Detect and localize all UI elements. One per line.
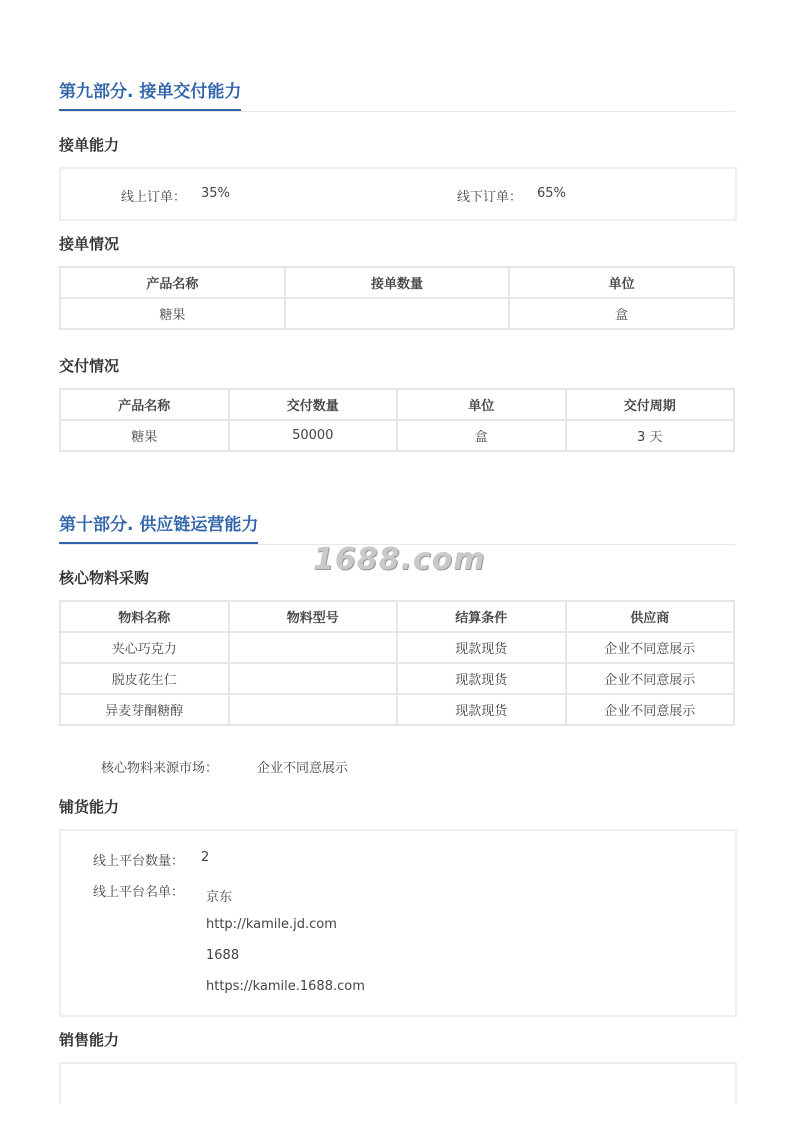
table-cell: 脱皮花生仁 bbox=[60, 663, 229, 694]
platform-url-link[interactable]: http://kamile.jd.com bbox=[206, 917, 337, 932]
sales-box bbox=[59, 1062, 737, 1104]
core-materials-table bbox=[59, 600, 735, 726]
table-cell: 现款现货 bbox=[397, 694, 566, 725]
column-header: 单位 bbox=[509, 267, 734, 298]
subtitle-order-status: 接单情况 bbox=[59, 235, 120, 253]
material-source-label: 核心物料来源市场： bbox=[101, 761, 219, 776]
table-cell: 糖果 bbox=[60, 298, 285, 329]
section-title-part9: 第九部分. 接单交付能力 bbox=[59, 81, 241, 111]
table-row bbox=[60, 632, 734, 663]
platform-name-item: 京东 bbox=[206, 890, 233, 905]
watermark-logo: 1688.com bbox=[313, 542, 486, 577]
table-cell: 企业不同意展示 bbox=[566, 663, 735, 694]
table-row bbox=[60, 298, 734, 329]
section-header-part9 bbox=[59, 81, 735, 112]
column-header: 单位 bbox=[397, 389, 566, 420]
column-header: 结算条件 bbox=[397, 601, 566, 632]
table-cell: 异麦芽酮糖醇 bbox=[60, 694, 229, 725]
table-cell: 企业不同意展示 bbox=[566, 694, 735, 725]
column-header: 物料型号 bbox=[229, 601, 398, 632]
subtitle-distribution: 铺货能力 bbox=[59, 798, 120, 816]
table-cell bbox=[229, 694, 398, 725]
offline-order-label: 线下订单： bbox=[457, 190, 523, 205]
subtitle-sales: 销售能力 bbox=[59, 1031, 120, 1049]
table-cell: 现款现货 bbox=[397, 663, 566, 694]
platform-names-label: 线上平台名单： bbox=[93, 885, 185, 900]
table-cell: 盒 bbox=[397, 420, 566, 451]
table-cell: 现款现货 bbox=[397, 632, 566, 663]
table-cell: 糖果 bbox=[60, 420, 229, 451]
column-header: 接单数量 bbox=[285, 267, 510, 298]
column-header: 产品名称 bbox=[60, 267, 285, 298]
order-ability-box bbox=[59, 167, 737, 221]
column-header: 供应商 bbox=[566, 601, 735, 632]
platform-name-item: 1688 bbox=[206, 948, 240, 963]
material-source-value: 企业不同意展示 bbox=[257, 761, 349, 776]
online-order-label: 线上订单： bbox=[121, 190, 187, 205]
section-header-part10 bbox=[59, 514, 735, 545]
distribution-box bbox=[59, 829, 737, 1017]
table-cell bbox=[229, 663, 398, 694]
subtitle-core-materials: 核心物料采购 bbox=[59, 569, 150, 587]
order-status-table bbox=[59, 266, 735, 330]
subtitle-order-ability: 接单能力 bbox=[59, 136, 120, 154]
online-order-value: 35% bbox=[201, 186, 230, 201]
platform-count-value: 2 bbox=[201, 850, 210, 865]
platform-url-link[interactable]: https://kamile.1688.com bbox=[206, 979, 365, 994]
subtitle-delivery-status: 交付情况 bbox=[59, 357, 120, 375]
table-cell bbox=[229, 632, 398, 663]
delivery-status-table bbox=[59, 388, 735, 452]
column-header: 物料名称 bbox=[60, 601, 229, 632]
table-header-row bbox=[60, 601, 734, 632]
platform-count-label: 线上平台数量： bbox=[93, 854, 185, 869]
table-header-row bbox=[60, 267, 734, 298]
table-cell: 3 天 bbox=[566, 420, 735, 451]
column-header: 交付数量 bbox=[229, 389, 398, 420]
section-title-part10: 第十部分. 供应链运营能力 bbox=[59, 514, 258, 544]
table-cell bbox=[285, 298, 510, 329]
table-cell: 50000 bbox=[229, 420, 398, 451]
column-header: 产品名称 bbox=[60, 389, 229, 420]
offline-order-value: 65% bbox=[537, 186, 566, 201]
column-header: 交付周期 bbox=[566, 389, 735, 420]
table-cell: 企业不同意展示 bbox=[566, 632, 735, 663]
table-header-row bbox=[60, 389, 734, 420]
table-cell: 盒 bbox=[509, 298, 734, 329]
table-row bbox=[60, 694, 734, 725]
table-row bbox=[60, 420, 734, 451]
table-row bbox=[60, 663, 734, 694]
table-cell: 夹心巧克力 bbox=[60, 632, 229, 663]
